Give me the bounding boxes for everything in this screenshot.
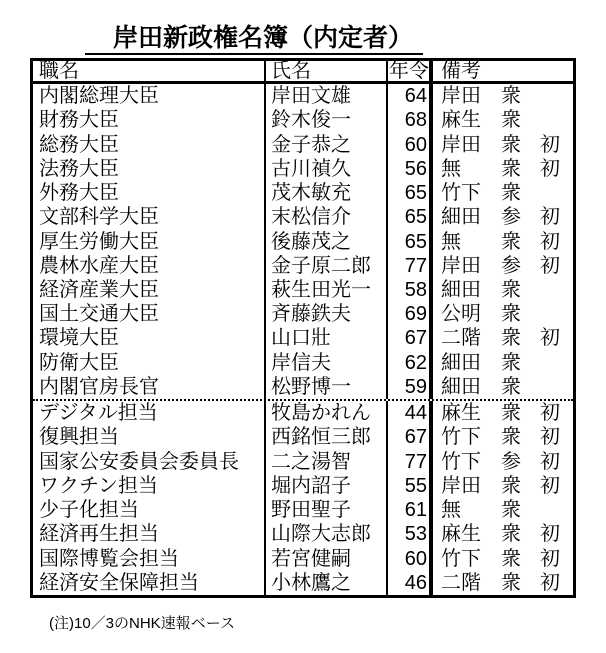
- note-house: 参: [501, 206, 521, 229]
- title-underline: [85, 53, 423, 55]
- cell-position: 内閣総理大臣: [33, 84, 266, 108]
- cell-position: 国際博覧会担当: [33, 546, 266, 570]
- cell-note: [433, 84, 573, 108]
- note-faction: 細田: [441, 375, 481, 398]
- cell-age: 68: [388, 108, 433, 132]
- table-row: [33, 278, 573, 302]
- note-house: 衆: [501, 523, 521, 546]
- cell-position: ワクチン担当: [33, 474, 266, 498]
- cell-position: 少子化担当: [33, 498, 266, 522]
- table-row: [33, 375, 573, 399]
- table-row: [33, 205, 573, 229]
- note-first: 初: [540, 450, 560, 473]
- cell-note: [433, 326, 573, 350]
- note-faction: 無: [441, 499, 461, 522]
- cell-position: デジタル担当: [33, 401, 266, 425]
- note-first: 初: [540, 206, 560, 229]
- cabinet-table: [30, 58, 576, 598]
- table-row: [33, 157, 573, 181]
- note-faction: 麻生: [441, 402, 481, 425]
- note-house: 衆: [501, 402, 521, 425]
- cell-note: [433, 278, 573, 302]
- table-row: [33, 474, 573, 498]
- table-row: [33, 425, 573, 449]
- note-house: 衆: [501, 375, 521, 398]
- cell-name: 岸田文雄: [266, 84, 388, 108]
- cell-age: 58: [388, 278, 433, 302]
- cell-name: 末松信介: [266, 205, 388, 229]
- cell-age: 64: [388, 84, 433, 108]
- note-faction: 竹下: [441, 426, 481, 449]
- cell-name: 松野博一: [266, 375, 388, 399]
- note-first: 初: [540, 230, 560, 253]
- cell-age: 65: [388, 229, 433, 253]
- note-faction: 二階: [441, 327, 481, 350]
- cell-position: 内閣官房長官: [33, 375, 266, 399]
- cell-name: 萩生田光一: [266, 278, 388, 302]
- table-row: [33, 229, 573, 253]
- cell-position: 財務大臣: [33, 108, 266, 132]
- cell-name: 西銘恒三郎: [266, 425, 388, 449]
- note-first: 初: [540, 523, 560, 546]
- page-title: 岸田新政権名簿（内定者）: [113, 24, 414, 52]
- cell-name: 岸信夫: [266, 351, 388, 375]
- cell-position: 法務大臣: [33, 157, 266, 181]
- table-row: [33, 84, 573, 108]
- table-row: [33, 546, 573, 570]
- table-row: [33, 132, 573, 156]
- cell-age: 65: [388, 205, 433, 229]
- note-house: 衆: [501, 85, 521, 108]
- note-house: 衆: [501, 157, 521, 180]
- cell-name: 後藤茂之: [266, 229, 388, 253]
- cell-position: 総務大臣: [33, 132, 266, 156]
- cell-note: [433, 205, 573, 229]
- cell-name: 山際大志郎: [266, 522, 388, 546]
- cell-note: [433, 302, 573, 326]
- note-house: 衆: [501, 182, 521, 205]
- cell-age: 61: [388, 498, 433, 522]
- cell-name: 金子恭之: [266, 132, 388, 156]
- cell-position: 農林水産大臣: [33, 254, 266, 278]
- cell-note: [433, 108, 573, 132]
- cell-note: [433, 401, 573, 425]
- note-house: 衆: [501, 303, 521, 326]
- note-house: 参: [501, 450, 521, 473]
- note-first: 初: [540, 571, 560, 594]
- cell-position: 国家公安委員会委員長: [33, 450, 266, 474]
- table-row: [33, 571, 573, 595]
- cell-name: 金子原二郎: [266, 254, 388, 278]
- cell-age: 53: [388, 522, 433, 546]
- cell-note: [433, 254, 573, 278]
- cell-note: [433, 181, 573, 205]
- table-row: [33, 450, 573, 474]
- table-row: [33, 399, 573, 425]
- table-row: [33, 326, 573, 350]
- cell-note: [433, 351, 573, 375]
- table-row: [33, 302, 573, 326]
- header-position: 職名: [33, 61, 266, 81]
- cell-age: 56: [388, 157, 433, 181]
- note-faction: 竹下: [441, 450, 481, 473]
- note-faction: 岸田: [441, 254, 481, 277]
- cell-name: 鈴木俊一: [266, 108, 388, 132]
- cell-note: [433, 425, 573, 449]
- note-house: 参: [501, 254, 521, 277]
- cell-age: 60: [388, 132, 433, 156]
- cell-name: 二之湯智: [266, 450, 388, 474]
- note-faction: 麻生: [441, 523, 481, 546]
- cell-name: 斉藤鉄夫: [266, 302, 388, 326]
- note-house: 衆: [501, 474, 521, 497]
- cell-note: [433, 132, 573, 156]
- note-faction: 細田: [441, 351, 481, 374]
- footnote: (注)10／3のNHK速報ベース: [49, 615, 235, 632]
- table-body: [33, 84, 573, 595]
- header-note: 備考: [441, 61, 481, 81]
- table-row: [33, 181, 573, 205]
- cell-note: [433, 546, 573, 570]
- note-house: 衆: [501, 109, 521, 132]
- note-faction: 細田: [441, 206, 481, 229]
- cell-note: [433, 157, 573, 181]
- cell-age: 77: [388, 450, 433, 474]
- note-first: 初: [540, 547, 560, 570]
- cell-position: 文部科学大臣: [33, 205, 266, 229]
- note-house: 衆: [501, 230, 521, 253]
- cell-note: [433, 450, 573, 474]
- cell-age: 46: [388, 571, 433, 595]
- cell-age: 55: [388, 474, 433, 498]
- cell-note: [433, 571, 573, 595]
- note-first: 初: [540, 254, 560, 277]
- cell-age: 69: [388, 302, 433, 326]
- table-row: [33, 498, 573, 522]
- cell-note: [433, 522, 573, 546]
- cell-age: 62: [388, 351, 433, 375]
- note-first: 初: [540, 402, 560, 425]
- note-faction: 岸田: [441, 85, 481, 108]
- table-row: [33, 108, 573, 132]
- note-faction: 竹下: [441, 182, 481, 205]
- note-faction: 竹下: [441, 547, 481, 570]
- cell-age: 60: [388, 546, 433, 570]
- table-header-row: [33, 61, 573, 84]
- cell-note: [433, 474, 573, 498]
- note-faction: 二階: [441, 571, 481, 594]
- cell-position: 復興担当: [33, 425, 266, 449]
- note-first: 初: [540, 327, 560, 350]
- cell-name: 野田聖子: [266, 498, 388, 522]
- cell-position: 環境大臣: [33, 326, 266, 350]
- note-faction: 岸田: [441, 474, 481, 497]
- note-house: 衆: [501, 351, 521, 374]
- note-faction: 公明: [441, 303, 481, 326]
- note-faction: 無: [441, 230, 461, 253]
- cell-age: 65: [388, 181, 433, 205]
- note-house: 衆: [501, 327, 521, 350]
- cell-name: 牧島かれん: [266, 401, 388, 425]
- cell-position: 経済再生担当: [33, 522, 266, 546]
- note-first: 初: [540, 474, 560, 497]
- note-faction: 無: [441, 157, 461, 180]
- table-row: [33, 522, 573, 546]
- note-first: 初: [540, 426, 560, 449]
- cell-age: 67: [388, 425, 433, 449]
- cell-name: 小林鷹之: [266, 571, 388, 595]
- note-faction: 岸田: [441, 133, 481, 156]
- cell-name: 茂木敏充: [266, 181, 388, 205]
- cell-note: [433, 498, 573, 522]
- cell-position: 国土交通大臣: [33, 302, 266, 326]
- cell-note: [433, 375, 573, 399]
- cell-name: 堀内詔子: [266, 474, 388, 498]
- header-name: 氏名: [266, 61, 388, 81]
- note-first: 初: [540, 133, 560, 156]
- note-house: 衆: [501, 571, 521, 594]
- note-first: 初: [540, 157, 560, 180]
- cell-position: 防衛大臣: [33, 351, 266, 375]
- cell-age: 59: [388, 375, 433, 399]
- note-house: 衆: [501, 499, 521, 522]
- cell-name: 古川禎久: [266, 157, 388, 181]
- cell-name: 山口壯: [266, 326, 388, 350]
- cell-position: 外務大臣: [33, 181, 266, 205]
- cell-age: 67: [388, 326, 433, 350]
- note-faction: 細田: [441, 278, 481, 301]
- note-house: 衆: [501, 426, 521, 449]
- note-house: 衆: [501, 547, 521, 570]
- cell-age: 44: [388, 401, 433, 425]
- cell-name: 若宮健嗣: [266, 546, 388, 570]
- note-house: 衆: [501, 278, 521, 301]
- note-faction: 麻生: [441, 109, 481, 132]
- note-house: 衆: [501, 133, 521, 156]
- table-row: [33, 351, 573, 375]
- cell-position: 経済産業大臣: [33, 278, 266, 302]
- cell-note: [433, 229, 573, 253]
- table-row: [33, 254, 573, 278]
- header-age: 年令: [388, 61, 433, 81]
- cell-age: 77: [388, 254, 433, 278]
- cell-position: 厚生労働大臣: [33, 229, 266, 253]
- cell-position: 経済安全保障担当: [33, 571, 266, 595]
